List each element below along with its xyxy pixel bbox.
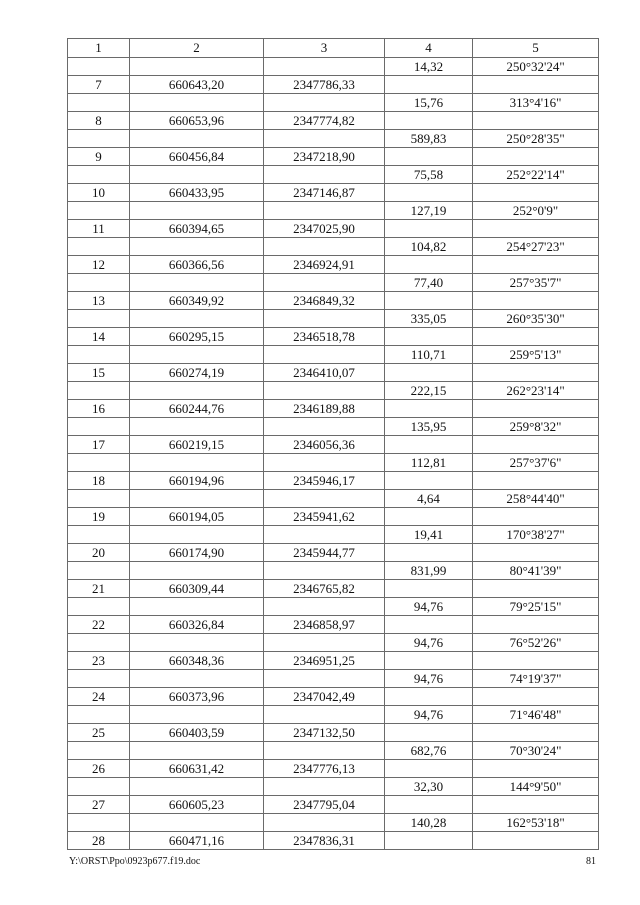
table-row — [68, 166, 599, 184]
y-coordinate-cell — [264, 490, 385, 508]
bearing-cell: 70°30'24" — [473, 742, 599, 760]
table-row — [68, 364, 599, 382]
point-number-cell — [68, 274, 130, 292]
y-coordinate-cell — [264, 166, 385, 184]
x-coordinate-cell: 660403,59 — [130, 724, 264, 742]
point-number-cell: 13 — [68, 292, 130, 310]
x-coordinate-cell — [130, 814, 264, 832]
x-coordinate-cell: 660349,92 — [130, 292, 264, 310]
bearing-cell — [473, 508, 599, 526]
distance-cell — [385, 148, 473, 166]
bearing-cell: 162°53'18" — [473, 814, 599, 832]
y-coordinate-cell: 2347218,90 — [264, 148, 385, 166]
bearing-cell: 71°46'48" — [473, 706, 599, 724]
table-row — [68, 130, 599, 148]
x-coordinate-cell — [130, 94, 264, 112]
x-coordinate-cell — [130, 202, 264, 220]
bearing-cell — [473, 724, 599, 742]
bearing-cell: 262°23'14" — [473, 382, 599, 400]
distance-cell: 94,76 — [385, 598, 473, 616]
distance-cell — [385, 256, 473, 274]
point-number-cell: 12 — [68, 256, 130, 274]
x-coordinate-cell: 660631,42 — [130, 760, 264, 778]
y-coordinate-cell — [264, 562, 385, 580]
distance-cell: 682,76 — [385, 742, 473, 760]
x-coordinate-cell — [130, 418, 264, 436]
distance-cell: 94,76 — [385, 670, 473, 688]
x-coordinate-cell: 660194,05 — [130, 508, 264, 526]
x-coordinate-cell — [130, 166, 264, 184]
distance-cell: 77,40 — [385, 274, 473, 292]
table-row — [68, 220, 599, 238]
bearing-cell — [473, 688, 599, 706]
x-coordinate-cell — [130, 310, 264, 328]
coordinates-table — [67, 38, 599, 850]
point-number-cell: 14 — [68, 328, 130, 346]
column-header-4: 4 — [385, 39, 473, 58]
x-coordinate-cell: 660394,65 — [130, 220, 264, 238]
y-coordinate-cell — [264, 238, 385, 256]
column-header-3: 3 — [264, 39, 385, 58]
y-coordinate-cell: 2347146,87 — [264, 184, 385, 202]
x-coordinate-cell: 660274,19 — [130, 364, 264, 382]
x-coordinate-cell — [130, 58, 264, 76]
x-coordinate-cell: 660219,15 — [130, 436, 264, 454]
footer-page-number: 81 — [586, 856, 596, 867]
x-coordinate-cell: 660348,36 — [130, 652, 264, 670]
distance-cell: 589,83 — [385, 130, 473, 148]
distance-cell — [385, 616, 473, 634]
distance-cell: 104,82 — [385, 238, 473, 256]
table-row — [68, 400, 599, 418]
distance-cell: 831,99 — [385, 562, 473, 580]
table-row — [68, 202, 599, 220]
table-row — [68, 652, 599, 670]
table-row — [68, 526, 599, 544]
bearing-cell — [473, 832, 599, 850]
x-coordinate-cell — [130, 634, 264, 652]
table-row — [68, 58, 599, 76]
bearing-cell: 260°35'30" — [473, 310, 599, 328]
column-header-2: 2 — [130, 39, 264, 58]
distance-cell — [385, 400, 473, 418]
distance-cell — [385, 760, 473, 778]
point-number-cell: 15 — [68, 364, 130, 382]
distance-cell — [385, 544, 473, 562]
x-coordinate-cell — [130, 670, 264, 688]
point-number-cell — [68, 526, 130, 544]
y-coordinate-cell — [264, 346, 385, 364]
point-number-cell: 9 — [68, 148, 130, 166]
table-row — [68, 706, 599, 724]
y-coordinate-cell — [264, 58, 385, 76]
table-row — [68, 544, 599, 562]
distance-cell: 135,95 — [385, 418, 473, 436]
y-coordinate-cell: 2347795,04 — [264, 796, 385, 814]
bearing-cell — [473, 544, 599, 562]
point-number-cell — [68, 634, 130, 652]
x-coordinate-cell: 660326,84 — [130, 616, 264, 634]
y-coordinate-cell — [264, 634, 385, 652]
bearing-cell: 74°19'37" — [473, 670, 599, 688]
point-number-cell: 10 — [68, 184, 130, 202]
y-coordinate-cell: 2346765,82 — [264, 580, 385, 598]
bearing-cell: 250°28'35" — [473, 130, 599, 148]
x-coordinate-cell: 660244,76 — [130, 400, 264, 418]
y-coordinate-cell — [264, 130, 385, 148]
distance-cell: 14,32 — [385, 58, 473, 76]
distance-cell: 335,05 — [385, 310, 473, 328]
table-body — [68, 58, 599, 850]
point-number-cell — [68, 382, 130, 400]
x-coordinate-cell — [130, 346, 264, 364]
distance-cell — [385, 580, 473, 598]
x-coordinate-cell: 660643,20 — [130, 76, 264, 94]
x-coordinate-cell: 660456,84 — [130, 148, 264, 166]
bearing-cell — [473, 472, 599, 490]
distance-cell — [385, 652, 473, 670]
table-row — [68, 814, 599, 832]
bearing-cell: 144°9'50" — [473, 778, 599, 796]
distance-cell: 94,76 — [385, 634, 473, 652]
bearing-cell — [473, 256, 599, 274]
y-coordinate-cell — [264, 310, 385, 328]
bearing-cell — [473, 112, 599, 130]
point-number-cell: 28 — [68, 832, 130, 850]
distance-cell — [385, 688, 473, 706]
bearing-cell — [473, 220, 599, 238]
bearing-cell — [473, 328, 599, 346]
x-coordinate-cell — [130, 742, 264, 760]
distance-cell — [385, 724, 473, 742]
y-coordinate-cell — [264, 742, 385, 760]
y-coordinate-cell — [264, 202, 385, 220]
y-coordinate-cell — [264, 382, 385, 400]
bearing-cell — [473, 364, 599, 382]
y-coordinate-cell: 2346924,91 — [264, 256, 385, 274]
x-coordinate-cell — [130, 238, 264, 256]
bearing-cell: 258°44'40" — [473, 490, 599, 508]
bearing-cell — [473, 760, 599, 778]
bearing-cell — [473, 580, 599, 598]
bearing-cell — [473, 796, 599, 814]
distance-cell: 127,19 — [385, 202, 473, 220]
table-row — [68, 490, 599, 508]
table-row — [68, 256, 599, 274]
table-row — [68, 742, 599, 760]
point-number-cell — [68, 814, 130, 832]
y-coordinate-cell: 2346518,78 — [264, 328, 385, 346]
distance-cell: 222,15 — [385, 382, 473, 400]
bearing-cell: 254°27'23" — [473, 238, 599, 256]
distance-cell — [385, 328, 473, 346]
y-coordinate-cell — [264, 670, 385, 688]
distance-cell — [385, 292, 473, 310]
y-coordinate-cell: 2347132,50 — [264, 724, 385, 742]
y-coordinate-cell: 2346849,32 — [264, 292, 385, 310]
point-number-cell: 8 — [68, 112, 130, 130]
bearing-cell — [473, 616, 599, 634]
bearing-cell — [473, 292, 599, 310]
y-coordinate-cell: 2345941,62 — [264, 508, 385, 526]
bearing-cell: 170°38'27" — [473, 526, 599, 544]
x-coordinate-cell — [130, 490, 264, 508]
x-coordinate-cell: 660373,96 — [130, 688, 264, 706]
table-row — [68, 94, 599, 112]
x-coordinate-cell: 660471,16 — [130, 832, 264, 850]
point-number-cell: 20 — [68, 544, 130, 562]
x-coordinate-cell — [130, 706, 264, 724]
point-number-cell: 21 — [68, 580, 130, 598]
point-number-cell: 18 — [68, 472, 130, 490]
bearing-cell: 259°8'32" — [473, 418, 599, 436]
bearing-cell: 250°32'24" — [473, 58, 599, 76]
x-coordinate-cell: 660194,96 — [130, 472, 264, 490]
y-coordinate-cell — [264, 706, 385, 724]
table-row — [68, 580, 599, 598]
point-number-cell: 23 — [68, 652, 130, 670]
point-number-cell: 25 — [68, 724, 130, 742]
distance-cell: 75,58 — [385, 166, 473, 184]
y-coordinate-cell: 2347786,33 — [264, 76, 385, 94]
distance-cell — [385, 472, 473, 490]
point-number-cell: 27 — [68, 796, 130, 814]
table-row — [68, 454, 599, 472]
x-coordinate-cell: 660295,15 — [130, 328, 264, 346]
point-number-cell: 11 — [68, 220, 130, 238]
table-row — [68, 148, 599, 166]
y-coordinate-cell: 2347025,90 — [264, 220, 385, 238]
bearing-cell — [473, 436, 599, 454]
distance-cell: 4,64 — [385, 490, 473, 508]
x-coordinate-cell — [130, 274, 264, 292]
point-number-cell — [68, 418, 130, 436]
distance-cell: 110,71 — [385, 346, 473, 364]
x-coordinate-cell — [130, 598, 264, 616]
x-coordinate-cell: 660309,44 — [130, 580, 264, 598]
distance-cell: 94,76 — [385, 706, 473, 724]
point-number-cell — [68, 346, 130, 364]
table-row — [68, 76, 599, 94]
column-header-5: 5 — [473, 39, 599, 58]
point-number-cell — [68, 706, 130, 724]
bearing-cell: 80°41'39" — [473, 562, 599, 580]
y-coordinate-cell — [264, 778, 385, 796]
y-coordinate-cell — [264, 274, 385, 292]
distance-cell: 112,81 — [385, 454, 473, 472]
point-number-cell: 22 — [68, 616, 130, 634]
bearing-cell — [473, 184, 599, 202]
bearing-cell: 313°4'16" — [473, 94, 599, 112]
table-row — [68, 418, 599, 436]
point-number-cell: 17 — [68, 436, 130, 454]
column-header-1: 1 — [68, 39, 130, 58]
table-row — [68, 346, 599, 364]
table-row — [68, 598, 599, 616]
point-number-cell — [68, 490, 130, 508]
x-coordinate-cell: 660366,56 — [130, 256, 264, 274]
bearing-cell — [473, 76, 599, 94]
point-number-cell — [68, 202, 130, 220]
distance-cell: 19,41 — [385, 526, 473, 544]
point-number-cell — [68, 598, 130, 616]
x-coordinate-cell — [130, 562, 264, 580]
point-number-cell: 24 — [68, 688, 130, 706]
y-coordinate-cell — [264, 814, 385, 832]
table-row — [68, 274, 599, 292]
y-coordinate-cell: 2345946,17 — [264, 472, 385, 490]
distance-cell — [385, 364, 473, 382]
bearing-cell: 79°25'15" — [473, 598, 599, 616]
table-row — [68, 508, 599, 526]
point-number-cell — [68, 310, 130, 328]
table-row — [68, 238, 599, 256]
distance-cell: 15,76 — [385, 94, 473, 112]
distance-cell — [385, 508, 473, 526]
distance-cell — [385, 436, 473, 454]
y-coordinate-cell: 2346056,36 — [264, 436, 385, 454]
bearing-cell — [473, 652, 599, 670]
bearing-cell: 252°22'14" — [473, 166, 599, 184]
bearing-cell: 76°52'26" — [473, 634, 599, 652]
table-row — [68, 436, 599, 454]
bearing-cell: 257°35'7" — [473, 274, 599, 292]
table-row — [68, 562, 599, 580]
point-number-cell — [68, 742, 130, 760]
y-coordinate-cell: 2347774,82 — [264, 112, 385, 130]
bearing-cell: 257°37'6" — [473, 454, 599, 472]
point-number-cell — [68, 670, 130, 688]
table-row — [68, 670, 599, 688]
point-number-cell — [68, 454, 130, 472]
y-coordinate-cell: 2345944,77 — [264, 544, 385, 562]
footer-file-path: Y:\ORST\Ppo\0923p677.f19.doc — [69, 856, 201, 867]
x-coordinate-cell: 660174,90 — [130, 544, 264, 562]
y-coordinate-cell: 2346858,97 — [264, 616, 385, 634]
y-coordinate-cell — [264, 454, 385, 472]
point-number-cell — [68, 778, 130, 796]
table-header-row — [68, 39, 599, 58]
table-row — [68, 382, 599, 400]
table-row — [68, 760, 599, 778]
distance-cell: 140,28 — [385, 814, 473, 832]
point-number-cell — [68, 94, 130, 112]
x-coordinate-cell — [130, 382, 264, 400]
table-row — [68, 796, 599, 814]
y-coordinate-cell: 2346951,25 — [264, 652, 385, 670]
point-number-cell — [68, 166, 130, 184]
x-coordinate-cell: 660433,95 — [130, 184, 264, 202]
bearing-cell: 252°0'9" — [473, 202, 599, 220]
distance-cell: 32,30 — [385, 778, 473, 796]
point-number-cell: 7 — [68, 76, 130, 94]
table-row — [68, 778, 599, 796]
y-coordinate-cell: 2347836,31 — [264, 832, 385, 850]
x-coordinate-cell: 660653,96 — [130, 112, 264, 130]
point-number-cell — [68, 238, 130, 256]
point-number-cell: 19 — [68, 508, 130, 526]
table-row — [68, 328, 599, 346]
point-number-cell — [68, 562, 130, 580]
y-coordinate-cell: 2347776,13 — [264, 760, 385, 778]
point-number-cell — [68, 130, 130, 148]
distance-cell — [385, 112, 473, 130]
distance-cell — [385, 184, 473, 202]
table-row — [68, 310, 599, 328]
y-coordinate-cell: 2346410,07 — [264, 364, 385, 382]
distance-cell — [385, 796, 473, 814]
table-row — [68, 184, 599, 202]
x-coordinate-cell: 660605,23 — [130, 796, 264, 814]
y-coordinate-cell — [264, 598, 385, 616]
point-number-cell: 16 — [68, 400, 130, 418]
table-row — [68, 292, 599, 310]
distance-cell — [385, 832, 473, 850]
x-coordinate-cell — [130, 454, 264, 472]
y-coordinate-cell — [264, 526, 385, 544]
distance-cell — [385, 220, 473, 238]
bearing-cell — [473, 400, 599, 418]
table-row — [68, 724, 599, 742]
y-coordinate-cell — [264, 418, 385, 436]
y-coordinate-cell: 2347042,49 — [264, 688, 385, 706]
point-number-cell: 26 — [68, 760, 130, 778]
y-coordinate-cell: 2346189,88 — [264, 400, 385, 418]
x-coordinate-cell — [130, 130, 264, 148]
table-row — [68, 634, 599, 652]
distance-cell — [385, 76, 473, 94]
table-row — [68, 832, 599, 850]
point-number-cell — [68, 58, 130, 76]
table-row — [68, 616, 599, 634]
x-coordinate-cell — [130, 778, 264, 796]
bearing-cell — [473, 148, 599, 166]
table-row — [68, 112, 599, 130]
bearing-cell: 259°5'13" — [473, 346, 599, 364]
y-coordinate-cell — [264, 94, 385, 112]
table-row — [68, 688, 599, 706]
table-row — [68, 472, 599, 490]
x-coordinate-cell — [130, 526, 264, 544]
